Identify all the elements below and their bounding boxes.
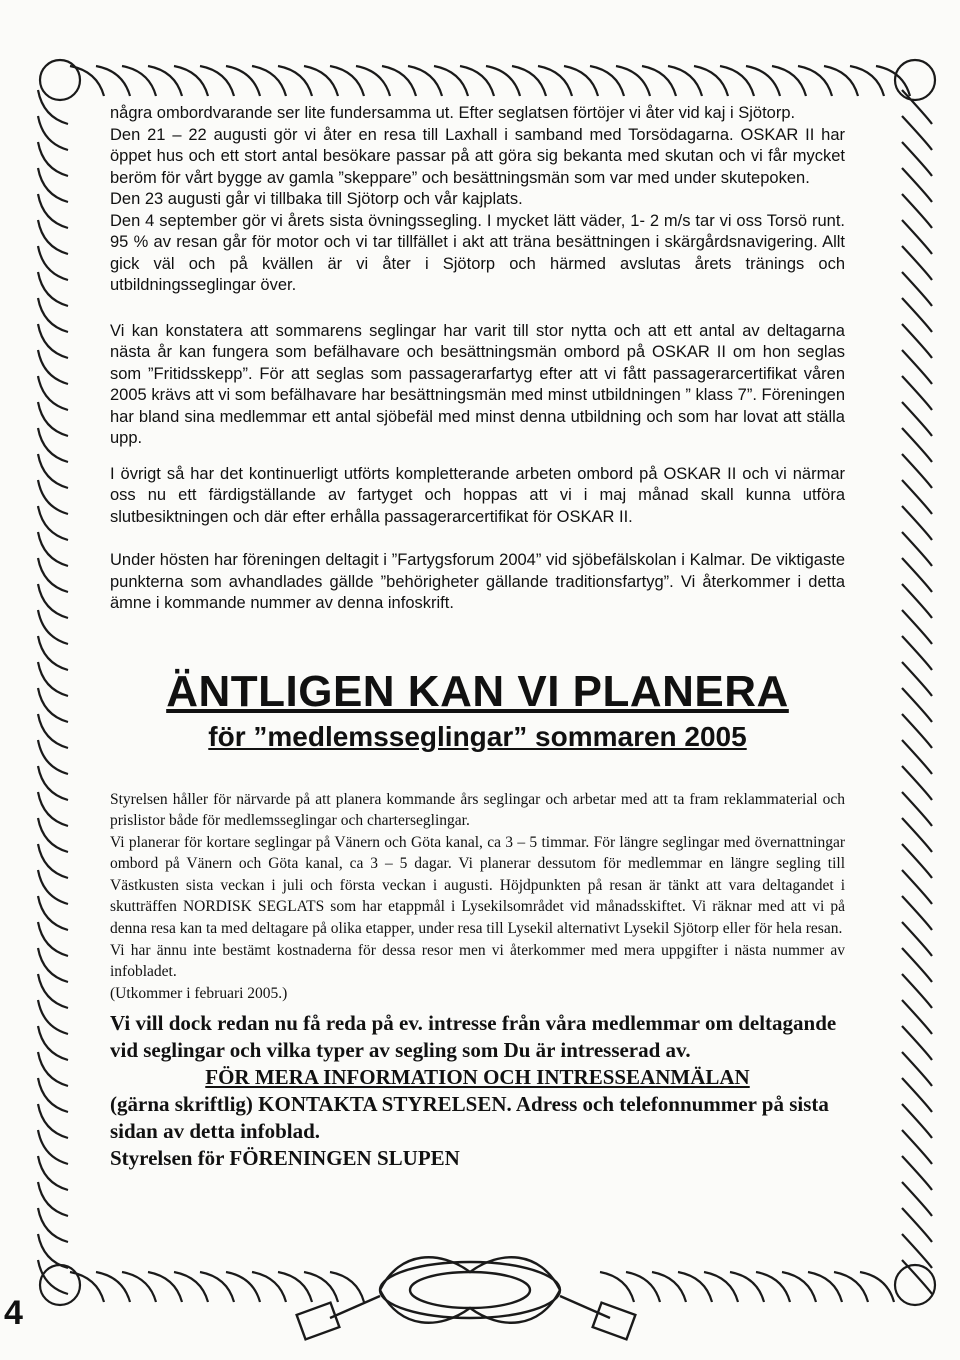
summer-paragraph-1: Vi kan konstatera att sommarens seglingar har varit till stor nytta och att ett antal av deltagarna nästa år kan fungera som befälhavare och besättningsmän ombord på OSKAR II om hon seglas som ”Fritidsskepp”. För att seglas som passagerarfartyg efter att vi fått passagerarcertifikat våren 2005 krävs att vi som befälhavare har besättningsmän med minst utbildningen ” klass 7”. Föreningen har bland sina medlemmar ett antal sjöbefäl med minst denna utbildning och som har lovat att ställa upp. [110, 321, 845, 447]
info-heading: FÖR MERA INFORMATION OCH INTRESSEANMÄLAN [205, 1065, 750, 1090]
interest-text: Vi vill dock redan nu få reda på ev. intresse från våra medlemmar om deltagande vid seglingar och vilka typer av segling som Du är intresserad av. [110, 1011, 837, 1063]
intro-paragraph-4: Den 4 september gör vi årets sista övningssegling. I mycket lätt väder, 1- 2 m/s tar vi oss Torsö runt. 95 % av resan går för motor och vi tar tillfället i akt att träna besättningen i skärgårdsnavigering. Allt gick väl och på kvällen är vi åter i Sjötorp och härmed avslutas årets tränings och utbildningsseglingar över. [110, 211, 845, 294]
contact-text: (gärna skriftlig) KONTAKTA STYRELSEN. Adress och telefonnummer på sista sidan av detta infoblad. [110, 1092, 829, 1144]
board-paragraph-2: Vi planerar för kortare seglingar på Vänern och Göta kanal, ca 3 – 5 timmar. För längre seglingar med övernattningar ombord på Vänern och Göta kanal, ca 3 – 5 dagar. Vi planerar dessutom för medlemmar en längre segling till Västkusten sista veckan i juli och första veckan i augusti. Höjdpunkten på resan är tänkt att vara deltagandet i skutträffen NORDISK SEGLATS som har etappmål i Lysekilsområdet vid månadsskiftet. Vi räknar med att vi på denna resa kan ta med deltagare på olika etapper, under resa till Lysekil alternativt Lysekil Sjötorp eller för hela resan. [110, 833, 845, 938]
signature: Styrelsen för FÖRENINGEN SLUPEN [110, 1146, 460, 1171]
board-section [110, 789, 845, 1005]
subheadline: för ”medlemsseglingar” sommaren 2005 [208, 720, 747, 752]
call-to-action [110, 1010, 845, 1172]
board-paragraph-1: Styrelsen håller för närvarde på att planera kommande års seglingar och arbetar med att ta fram reklammaterial och prislistor både för medlemsseglingar och charterseglingar. [110, 790, 845, 830]
intro-paragraph-3: Den 23 augusti går vi tillbaka till Sjötorp och vår kajplats. [110, 190, 523, 208]
summer-paragraph-2: I övrigt så har det kontinuerligt utförts kompletterande arbeten ombord på OSKAR II och vi närmar oss nu ett färdigställande av fartyget och hoppas att vi i maj månad skall kunna utföra slutbesiktningen och där efter erhålla passagerarcertifikat för OSKAR II. [110, 464, 845, 526]
article-body [110, 103, 845, 1172]
headline: ÄNTLIGEN KAN VI PLANERA [166, 666, 789, 716]
summer-paragraph-3: Under hösten har föreningen deltagit i ”Fartygsforum 2004” vid sjöbefälskolan i Kalmar. De viktigaste punkterna som avhandlades gällde ”behörigheter gällande traditionsfartyg”. Vi återkommer i detta ämne i kommande nummer av denna infoskrift. [110, 551, 845, 612]
intro-section [110, 103, 845, 615]
rope-knot-icon [297, 1257, 636, 1339]
intro-paragraph-1: några ombordvarande ser lite fundersamma ut. Efter seglatsen förtöjer vi åter vid kaj i Sjötorp. [110, 104, 796, 122]
intro-paragraph-2: Den 21 – 22 augusti gör vi åter en resa till Laxhall i samband med Torsödagarna. OSKAR II har öppet hus och ett stort antal besökare passar på att göra sig bekanta med skutan och vi får mycket beröm för vårt bygge av gamla ”skeppare” och besättningsmän som var med under skutepoken. [110, 125, 845, 187]
board-paragraph-4: (Utkommer i februari 2005.) [110, 984, 288, 1002]
board-paragraph-3: Vi har ännu inte bestämt kostnaderna för dessa resor men vi återkommer med mera uppgifter i nästa nummer av infobladet. [110, 941, 845, 981]
page-number: 4 [4, 1294, 23, 1332]
